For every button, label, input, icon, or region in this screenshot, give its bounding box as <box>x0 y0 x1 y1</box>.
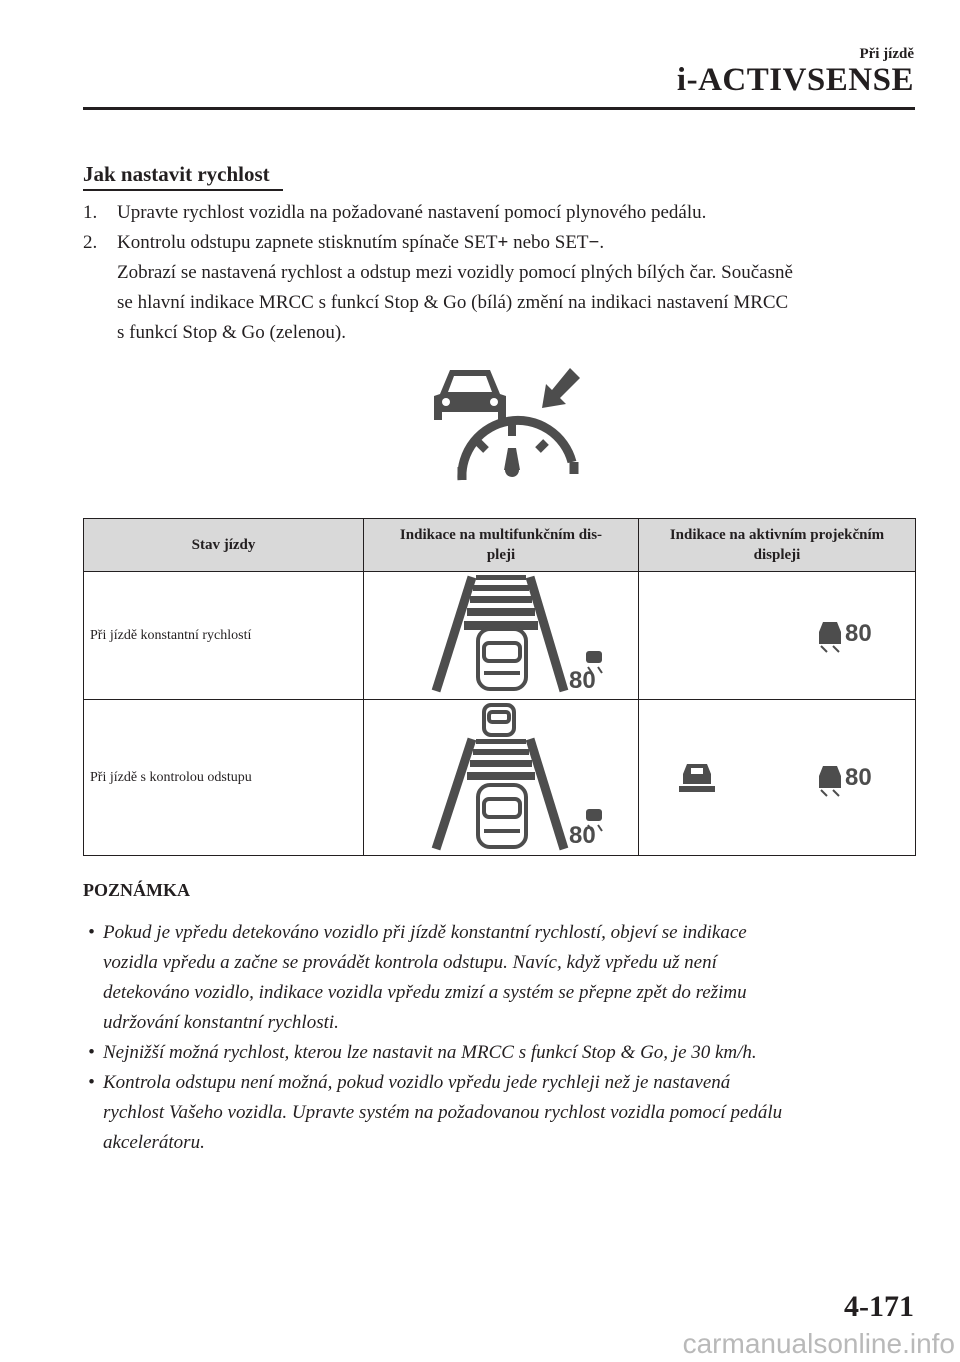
header-head-up-display: Indikace na aktivním projekčním displeji <box>639 519 916 572</box>
note-item-1-line-3: detekováno vozidlo, indikace vozidla vpředu zmizí a systém se přepne zpět do režimu <box>103 982 747 1003</box>
set-speed-value: 80 <box>845 764 872 791</box>
distance-indicator-icon <box>819 622 841 652</box>
step-text-middle: nebo SET <box>508 232 589 253</box>
note-item-2-line-1: Nejnižší možná rychlost, kterou lze nastavit na MRCC s funkcí Stop & Go, je 30 km/h. <box>103 1042 757 1063</box>
step-2-continuation-line-3: s funkcí Stop & Go (zelenou). <box>117 322 347 343</box>
table-row <box>84 572 916 700</box>
step-number: 2. <box>83 232 98 253</box>
step-text: Upravte rychlost vozidla na požadované nastavení pomocí plynového pedálu. <box>117 202 707 223</box>
step-2-continuation-line-2: se hlavní indikace MRCC s funkcí Stop & Go (bílá) změní na indikaci nastavení MRCC <box>117 292 789 313</box>
section-heading: Jak nastavit rychlost <box>83 162 270 186</box>
heading-underline <box>83 189 283 191</box>
step-2 <box>83 228 604 258</box>
set-speed-value: 80 <box>569 667 596 694</box>
section-title: Při jízdě <box>859 46 914 62</box>
step-2-continuation-line-1: Zobrazí se nastavená rychlost a odstup mezi vozidly pomocí plných bílých čar. Současně <box>117 262 793 283</box>
step-text-end: . <box>599 232 605 253</box>
lead-car-icon <box>679 764 715 792</box>
set-speed-value: 80 <box>569 822 596 849</box>
bullet-icon: • <box>88 1042 95 1063</box>
mrcc-indicator-icon <box>420 362 590 486</box>
multifunction-display-figure <box>364 572 639 700</box>
multifunction-display-figure <box>364 700 639 856</box>
step-1 <box>83 198 706 228</box>
distance-bars-icon <box>467 739 535 780</box>
driving-state-label: Při jízdě konstantní rychlostí <box>84 572 364 700</box>
head-up-display-figure <box>639 572 916 700</box>
chapter-title: i-ACTIVSENSE <box>676 62 914 98</box>
head-up-display-figure <box>639 700 916 856</box>
note-item-3-line-3: akcelerátoru. <box>103 1132 205 1153</box>
header-multifunction-display: Indikace na multifunkčním dis- pleji <box>364 519 639 572</box>
note-item-3-line-1: Kontrola odstupu není možná, pokud vozidlo vpředu jede rychleji než je nastavená <box>103 1072 731 1093</box>
header-driving-state: Stav jízdy <box>84 519 364 572</box>
header-divider <box>83 107 915 110</box>
note-title: POZNÁMKA <box>83 880 190 900</box>
driving-state-label: Při jízdě s kontrolou odstupu <box>84 700 364 856</box>
car-icon <box>434 370 506 420</box>
note-item-1-line-4: udržování konstantní rychlosti. <box>103 1012 339 1033</box>
status-table <box>83 518 916 856</box>
bullet-icon: • <box>88 1072 95 1093</box>
table-row <box>84 700 916 856</box>
minus-symbol: − <box>588 232 600 253</box>
lead-car-icon <box>484 705 514 735</box>
distance-indicator-icon <box>819 766 841 796</box>
distance-bars-icon <box>464 575 538 630</box>
own-car-icon <box>478 629 526 689</box>
table-header-row <box>84 519 916 572</box>
bullet-icon: • <box>88 922 95 943</box>
own-car-icon <box>478 785 526 847</box>
page-number: 4-171 <box>844 1290 914 1323</box>
step-number: 1. <box>83 202 98 223</box>
note-item-3-line-2: rychlost Vašeho vozidla. Upravte systém na požadovanou rychlost vozidla pomocí pedálu <box>103 1102 783 1123</box>
note-item-1-line-2: vozidla vpředu a začne se provádět kontrola odstupu. Navíc, když vpředu už není <box>103 952 717 973</box>
step-text: Kontrolu odstupu zapnete stisknutím spínače SET <box>117 232 498 253</box>
arrow-icon <box>542 368 580 408</box>
set-speed-value: 80 <box>845 620 872 647</box>
note-item-1-line-1: Pokud je vpředu detekováno vozidlo při jízdě konstantní rychlostí, objeví se indikace <box>103 922 747 943</box>
watermark: carmanualsonline.info <box>682 1328 955 1359</box>
plus-symbol: + <box>497 232 509 253</box>
